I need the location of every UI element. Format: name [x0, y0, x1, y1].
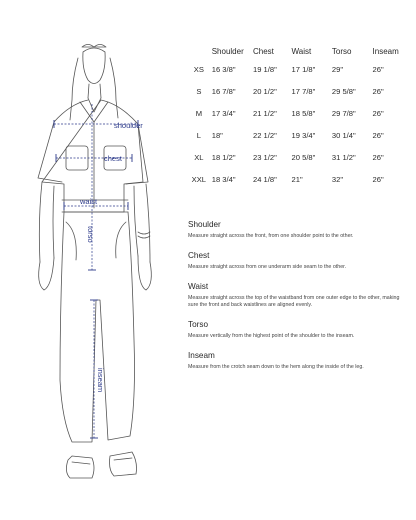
head-outline	[83, 48, 105, 84]
guide-description: Measure straight across from one underarm side seam to the other.	[188, 264, 347, 270]
trouser-pocket-right	[116, 222, 126, 258]
guide-title: Chest	[188, 251, 210, 260]
torso-cell: 31 1/2"	[331, 152, 356, 162]
header-inseam: Inseam	[372, 46, 399, 56]
header-torso: Torso	[331, 46, 352, 56]
left-arm	[39, 182, 54, 262]
inseam-cell: 26"	[372, 174, 384, 184]
guide-description: Measure vertically from the highest point of the shoulder to the inseam.	[188, 333, 355, 339]
waist-cell: 18 5/8"	[291, 108, 316, 118]
model-illustration	[0, 0, 200, 520]
table-row	[190, 124, 406, 146]
neck	[88, 84, 101, 98]
inseam-cell: 26"	[372, 152, 384, 162]
guide-title: Torso	[188, 320, 209, 329]
left-sandal	[66, 456, 94, 478]
chest-label: chest	[104, 154, 122, 163]
torso-cell: 30 1/4"	[331, 130, 356, 140]
inseam-cell: 26"	[372, 130, 384, 140]
measurement-guide	[188, 220, 410, 382]
torso-cell: 29 7/8"	[331, 108, 356, 118]
header-waist: Waist	[291, 46, 312, 56]
header-size	[190, 44, 208, 58]
shirt-body	[42, 100, 143, 212]
right-arm	[134, 184, 150, 262]
waist-cell: 21"	[291, 174, 303, 184]
shoulder-cell: 18 1/2"	[211, 152, 236, 162]
size-cell: M	[195, 108, 203, 118]
bracelet	[138, 232, 150, 238]
guide-item-shoulder	[188, 220, 410, 240]
shoulder-cell: 18 3/4"	[211, 174, 236, 184]
header-chest: Chest	[252, 46, 274, 56]
size-cell: L	[196, 130, 201, 140]
guide-title: Shoulder	[188, 220, 221, 229]
guide-description: Measure from the crotch seam down to the hem along the inside of the leg.	[188, 364, 364, 370]
waist-cell: 19 3/4"	[291, 130, 316, 140]
chest-cell: 20 1/2"	[252, 86, 277, 96]
inseam-cell: 26"	[372, 86, 384, 96]
guide-description: Measure straight across the front, from one shoulder point to the other.	[188, 233, 354, 239]
header-shoulder: Shoulder	[211, 46, 244, 56]
shoulder-cell: 16 7/8"	[211, 86, 236, 96]
waist-cell: 17 1/8"	[291, 64, 316, 74]
right-sandal	[110, 452, 137, 476]
size-cell: XXL	[191, 174, 207, 184]
shoulder-cell: 17 3/4"	[211, 108, 236, 118]
guide-item-chest	[188, 251, 410, 271]
inseam-cell: 26"	[372, 108, 384, 118]
table-row	[190, 168, 406, 190]
guide-item-waist	[188, 282, 410, 309]
trouser-pocket-left	[66, 222, 76, 260]
shoulder-cell: 16 3/8"	[211, 64, 236, 74]
size-chart-table	[190, 44, 406, 190]
chest-cell: 24 1/8"	[252, 174, 277, 184]
table-row	[190, 102, 406, 124]
guide-item-inseam	[188, 351, 410, 371]
inseam-label: inseam	[96, 368, 105, 393]
torso-label: torso	[86, 226, 95, 243]
right-hand	[138, 256, 151, 290]
left-hand	[39, 258, 54, 290]
waist-cell: 20 5/8"	[291, 152, 316, 162]
sunglasses	[82, 45, 106, 48]
guide-title: Inseam	[188, 351, 215, 360]
size-cell: XS	[193, 64, 204, 74]
chest-cell: 23 1/2"	[252, 152, 277, 162]
table-row	[190, 80, 406, 102]
table-row	[190, 58, 406, 80]
left-sleeve	[38, 122, 62, 182]
table-header-row	[190, 44, 406, 58]
guide-description: Measure straight across the top of the waistband from one outer edge to the other, making sure the front and back waistlines are aligned evenly.	[188, 295, 400, 308]
chest-cell: 19 1/8"	[252, 64, 277, 74]
chest-cell: 22 1/2"	[252, 130, 277, 140]
right-sleeve	[126, 124, 148, 184]
torso-cell: 29 5/8"	[331, 86, 356, 96]
torso-cell: 29"	[331, 64, 344, 74]
guide-item-torso	[188, 320, 410, 340]
waist-cell: 17 7/8"	[291, 86, 316, 96]
shoulder-cell: 18"	[211, 130, 223, 140]
hair-outline	[70, 58, 118, 120]
shoulder-label: shoulder	[114, 121, 143, 130]
size-cell: XL	[194, 152, 204, 162]
inseam-cell: 26"	[372, 64, 384, 74]
size-cell: S	[196, 86, 202, 96]
table-row	[190, 146, 406, 168]
waist-label: waist	[80, 197, 98, 206]
trousers-outline	[60, 212, 135, 442]
guide-title: Waist	[188, 282, 209, 291]
torso-cell: 32"	[331, 174, 344, 184]
chest-cell: 21 1/2"	[252, 108, 277, 118]
